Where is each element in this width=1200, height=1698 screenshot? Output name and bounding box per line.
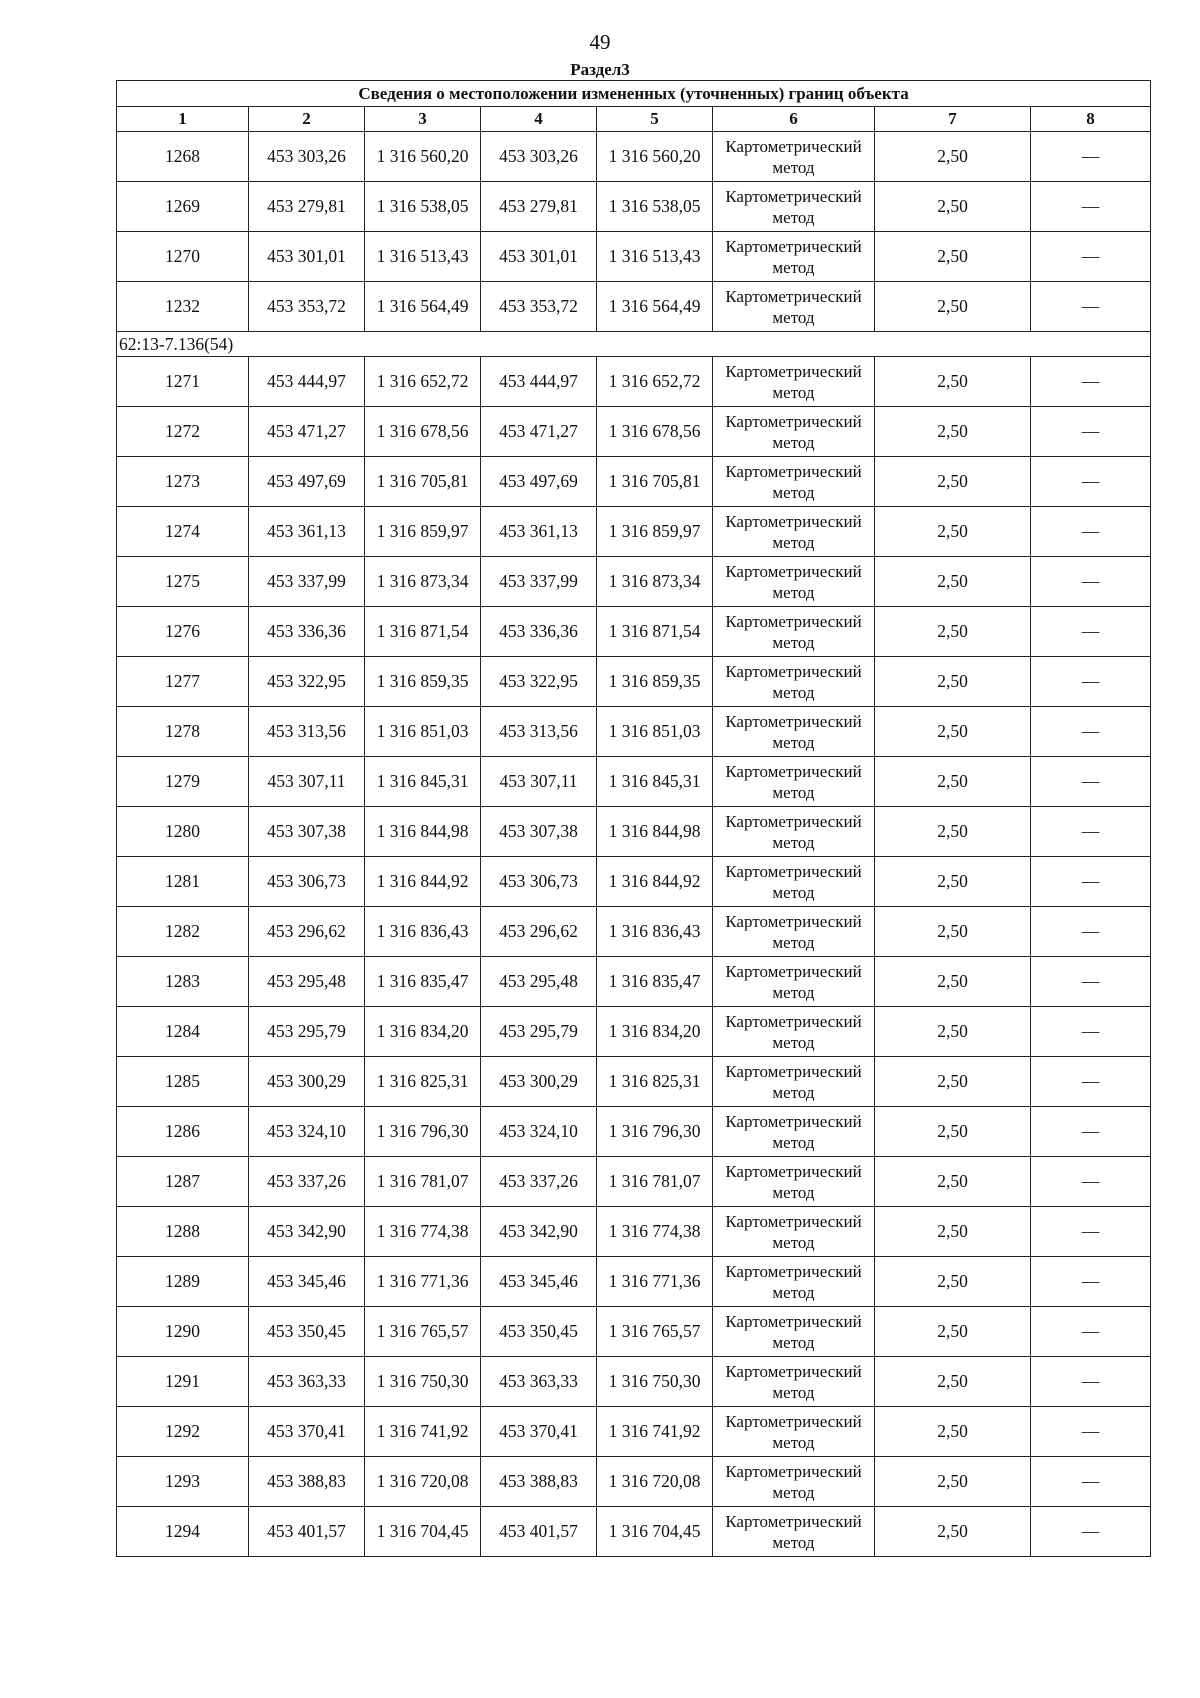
- y-refined-cell: 1 316 835,47: [597, 957, 713, 1007]
- table-row: [117, 957, 1151, 1007]
- x-refined-cell: 453 303,26: [481, 132, 597, 182]
- accuracy-cell: 2,50: [875, 457, 1031, 507]
- description-cell: —: [1031, 1507, 1151, 1557]
- y-refined-cell: 1 316 844,92: [597, 857, 713, 907]
- accuracy-cell: 2,50: [875, 132, 1031, 182]
- point-number-cell: 1284: [117, 1007, 249, 1057]
- column-number-row: [117, 107, 1151, 132]
- x-refined-cell: 453 345,46: [481, 1257, 597, 1307]
- y-refined-cell: 1 316 705,81: [597, 457, 713, 507]
- page-number: 49: [589, 30, 611, 54]
- x-refined-cell: 453 279,81: [481, 182, 597, 232]
- accuracy-cell: 2,50: [875, 557, 1031, 607]
- method-cell: Картометрический метод: [713, 282, 875, 332]
- y-refined-cell: 1 316 774,38: [597, 1207, 713, 1257]
- x-refined-cell: 453 471,27: [481, 407, 597, 457]
- accuracy-cell: 2,50: [875, 857, 1031, 907]
- y-existing-cell: 1 316 851,03: [365, 707, 481, 757]
- group-row: [117, 332, 1151, 357]
- y-existing-cell: 1 316 704,45: [365, 1507, 481, 1557]
- y-existing-cell: 1 316 845,31: [365, 757, 481, 807]
- point-number-cell: 1276: [117, 607, 249, 657]
- table-row: [117, 357, 1151, 407]
- table-row: [117, 607, 1151, 657]
- table-row: [117, 1157, 1151, 1207]
- y-existing-cell: 1 316 678,56: [365, 407, 481, 457]
- point-number-cell: 1272: [117, 407, 249, 457]
- accuracy-cell: 2,50: [875, 707, 1031, 757]
- x-refined-cell: 453 295,48: [481, 957, 597, 1007]
- x-existing-cell: 453 295,48: [249, 957, 365, 1007]
- y-existing-cell: 1 316 796,30: [365, 1107, 481, 1157]
- accuracy-cell: 2,50: [875, 1157, 1031, 1207]
- table-row: [117, 1357, 1151, 1407]
- x-existing-cell: 453 353,72: [249, 282, 365, 332]
- y-refined-cell: 1 316 834,20: [597, 1007, 713, 1057]
- point-number-cell: 1286: [117, 1107, 249, 1157]
- y-existing-cell: 1 316 652,72: [365, 357, 481, 407]
- method-cell: Картометрический метод: [713, 857, 875, 907]
- point-number-cell: 1271: [117, 357, 249, 407]
- x-existing-cell: 453 296,62: [249, 907, 365, 957]
- y-existing-cell: 1 316 825,31: [365, 1057, 481, 1107]
- y-existing-cell: 1 316 859,97: [365, 507, 481, 557]
- point-number-cell: 1275: [117, 557, 249, 607]
- table-row: [117, 657, 1151, 707]
- point-number-cell: 1269: [117, 182, 249, 232]
- x-refined-cell: 453 342,90: [481, 1207, 597, 1257]
- table-row: [117, 1107, 1151, 1157]
- y-refined-cell: 1 316 765,57: [597, 1307, 713, 1357]
- method-cell: Картометрический метод: [713, 1507, 875, 1557]
- boundary-coordinates-table: [116, 80, 1151, 1557]
- point-number-cell: 1274: [117, 507, 249, 557]
- point-number-cell: 1292: [117, 1407, 249, 1457]
- y-refined-cell: 1 316 825,31: [597, 1057, 713, 1107]
- x-refined-cell: 453 337,26: [481, 1157, 597, 1207]
- accuracy-cell: 2,50: [875, 1357, 1031, 1407]
- x-existing-cell: 453 370,41: [249, 1407, 365, 1457]
- point-number-cell: 1282: [117, 907, 249, 957]
- point-number-cell: 1280: [117, 807, 249, 857]
- y-existing-cell: 1 316 873,34: [365, 557, 481, 607]
- y-existing-cell: 1 316 741,92: [365, 1407, 481, 1457]
- y-refined-cell: 1 316 538,05: [597, 182, 713, 232]
- x-refined-cell: 453 401,57: [481, 1507, 597, 1557]
- description-cell: —: [1031, 1407, 1151, 1457]
- description-cell: —: [1031, 507, 1151, 557]
- point-number-cell: 1289: [117, 1257, 249, 1307]
- column-number: 7: [875, 107, 1031, 132]
- y-existing-cell: 1 316 834,20: [365, 1007, 481, 1057]
- table-row: [117, 857, 1151, 907]
- y-refined-cell: 1 316 871,54: [597, 607, 713, 657]
- description-cell: —: [1031, 1357, 1151, 1407]
- description-cell: —: [1031, 907, 1151, 957]
- y-existing-cell: 1 316 750,30: [365, 1357, 481, 1407]
- method-cell: Картометрический метод: [713, 457, 875, 507]
- table-row: [117, 907, 1151, 957]
- section-title: Раздел3: [570, 60, 630, 79]
- table-row: [117, 1307, 1151, 1357]
- table-row: [117, 132, 1151, 182]
- x-existing-cell: 453 300,29: [249, 1057, 365, 1107]
- description-cell: —: [1031, 1157, 1151, 1207]
- x-refined-cell: 453 295,79: [481, 1007, 597, 1057]
- y-refined-cell: 1 316 851,03: [597, 707, 713, 757]
- y-existing-cell: 1 316 538,05: [365, 182, 481, 232]
- cadastral-group-label: 62:13-7.136(54): [117, 332, 1151, 357]
- method-cell: Картометрический метод: [713, 1057, 875, 1107]
- y-refined-cell: 1 316 720,08: [597, 1457, 713, 1507]
- method-cell: Картометрический метод: [713, 957, 875, 1007]
- method-cell: Картометрический метод: [713, 1357, 875, 1407]
- table-row: [117, 1507, 1151, 1557]
- y-existing-cell: 1 316 836,43: [365, 907, 481, 957]
- x-refined-cell: 453 361,13: [481, 507, 597, 557]
- y-existing-cell: 1 316 765,57: [365, 1307, 481, 1357]
- point-number-cell: 1290: [117, 1307, 249, 1357]
- table-body: [117, 132, 1151, 1557]
- table-row: [117, 232, 1151, 282]
- column-number: 1: [117, 107, 249, 132]
- column-number: 6: [713, 107, 875, 132]
- y-refined-cell: 1 316 678,56: [597, 407, 713, 457]
- table-row: [117, 1007, 1151, 1057]
- accuracy-cell: 2,50: [875, 232, 1031, 282]
- point-number-cell: 1278: [117, 707, 249, 757]
- accuracy-cell: 2,50: [875, 357, 1031, 407]
- point-number-cell: 1232: [117, 282, 249, 332]
- accuracy-cell: 2,50: [875, 807, 1031, 857]
- description-cell: —: [1031, 1257, 1151, 1307]
- x-refined-cell: 453 388,83: [481, 1457, 597, 1507]
- point-number-cell: 1277: [117, 657, 249, 707]
- table-row: [117, 457, 1151, 507]
- description-cell: —: [1031, 232, 1151, 282]
- x-refined-cell: 453 296,62: [481, 907, 597, 957]
- x-existing-cell: 453 279,81: [249, 182, 365, 232]
- column-number: 4: [481, 107, 597, 132]
- table-row: [117, 557, 1151, 607]
- y-refined-cell: 1 316 781,07: [597, 1157, 713, 1207]
- y-refined-cell: 1 316 704,45: [597, 1507, 713, 1557]
- y-refined-cell: 1 316 845,31: [597, 757, 713, 807]
- point-number-cell: 1279: [117, 757, 249, 807]
- accuracy-cell: 2,50: [875, 407, 1031, 457]
- method-cell: Картометрический метод: [713, 357, 875, 407]
- column-number: 3: [365, 107, 481, 132]
- description-cell: —: [1031, 757, 1151, 807]
- y-refined-cell: 1 316 859,35: [597, 657, 713, 707]
- method-cell: Картометрический метод: [713, 507, 875, 557]
- x-existing-cell: 453 336,36: [249, 607, 365, 657]
- method-cell: Картометрический метод: [713, 182, 875, 232]
- x-refined-cell: 453 324,10: [481, 1107, 597, 1157]
- accuracy-cell: 2,50: [875, 907, 1031, 957]
- x-refined-cell: 453 307,38: [481, 807, 597, 857]
- table-row: [117, 707, 1151, 757]
- y-existing-cell: 1 316 771,36: [365, 1257, 481, 1307]
- x-existing-cell: 453 350,45: [249, 1307, 365, 1357]
- description-cell: —: [1031, 707, 1151, 757]
- point-number-cell: 1285: [117, 1057, 249, 1107]
- method-cell: Картометрический метод: [713, 807, 875, 857]
- x-refined-cell: 453 301,01: [481, 232, 597, 282]
- y-existing-cell: 1 316 705,81: [365, 457, 481, 507]
- x-refined-cell: 453 313,56: [481, 707, 597, 757]
- accuracy-cell: 2,50: [875, 1457, 1031, 1507]
- y-refined-cell: 1 316 560,20: [597, 132, 713, 182]
- accuracy-cell: 2,50: [875, 1307, 1031, 1357]
- y-refined-cell: 1 316 652,72: [597, 357, 713, 407]
- x-existing-cell: 453 337,26: [249, 1157, 365, 1207]
- table-row: [117, 407, 1151, 457]
- y-existing-cell: 1 316 859,35: [365, 657, 481, 707]
- point-number-cell: 1287: [117, 1157, 249, 1207]
- accuracy-cell: 2,50: [875, 1007, 1031, 1057]
- point-number-cell: 1294: [117, 1507, 249, 1557]
- description-cell: —: [1031, 1457, 1151, 1507]
- y-refined-cell: 1 316 741,92: [597, 1407, 713, 1457]
- x-existing-cell: 453 471,27: [249, 407, 365, 457]
- y-refined-cell: 1 316 836,43: [597, 907, 713, 957]
- accuracy-cell: 2,50: [875, 957, 1031, 1007]
- description-cell: —: [1031, 957, 1151, 1007]
- description-cell: —: [1031, 1107, 1151, 1157]
- table-row: [117, 1057, 1151, 1107]
- accuracy-cell: 2,50: [875, 282, 1031, 332]
- accuracy-cell: 2,50: [875, 1207, 1031, 1257]
- description-cell: —: [1031, 807, 1151, 857]
- x-existing-cell: 453 342,90: [249, 1207, 365, 1257]
- x-existing-cell: 453 307,11: [249, 757, 365, 807]
- method-cell: Картометрический метод: [713, 1157, 875, 1207]
- x-existing-cell: 453 388,83: [249, 1457, 365, 1507]
- description-cell: —: [1031, 357, 1151, 407]
- accuracy-cell: 2,50: [875, 1407, 1031, 1457]
- x-existing-cell: 453 444,97: [249, 357, 365, 407]
- method-cell: Картометрический метод: [713, 1457, 875, 1507]
- method-cell: Картометрический метод: [713, 1107, 875, 1157]
- x-refined-cell: 453 322,95: [481, 657, 597, 707]
- x-existing-cell: 453 401,57: [249, 1507, 365, 1557]
- accuracy-cell: 2,50: [875, 1257, 1031, 1307]
- description-cell: —: [1031, 1307, 1151, 1357]
- x-existing-cell: 453 363,33: [249, 1357, 365, 1407]
- x-existing-cell: 453 313,56: [249, 707, 365, 757]
- method-cell: Картометрический метод: [713, 707, 875, 757]
- description-cell: —: [1031, 657, 1151, 707]
- description-cell: —: [1031, 282, 1151, 332]
- y-refined-cell: 1 316 564,49: [597, 282, 713, 332]
- point-number-cell: 1281: [117, 857, 249, 907]
- point-number-cell: 1291: [117, 1357, 249, 1407]
- point-number-cell: 1268: [117, 132, 249, 182]
- y-existing-cell: 1 316 513,43: [365, 232, 481, 282]
- accuracy-cell: 2,50: [875, 607, 1031, 657]
- x-existing-cell: 453 337,99: [249, 557, 365, 607]
- table-row: [117, 282, 1151, 332]
- y-refined-cell: 1 316 771,36: [597, 1257, 713, 1307]
- x-refined-cell: 453 306,73: [481, 857, 597, 907]
- table-row: [117, 807, 1151, 857]
- x-existing-cell: 453 306,73: [249, 857, 365, 907]
- table-row: [117, 1457, 1151, 1507]
- y-refined-cell: 1 316 750,30: [597, 1357, 713, 1407]
- method-cell: Картометрический метод: [713, 232, 875, 282]
- description-cell: —: [1031, 1007, 1151, 1057]
- y-refined-cell: 1 316 796,30: [597, 1107, 713, 1157]
- y-existing-cell: 1 316 774,38: [365, 1207, 481, 1257]
- x-refined-cell: 453 337,99: [481, 557, 597, 607]
- y-existing-cell: 1 316 781,07: [365, 1157, 481, 1207]
- x-existing-cell: 453 322,95: [249, 657, 365, 707]
- method-cell: Картометрический метод: [713, 657, 875, 707]
- table-row: [117, 1407, 1151, 1457]
- accuracy-cell: 2,50: [875, 182, 1031, 232]
- description-cell: —: [1031, 457, 1151, 507]
- x-refined-cell: 453 353,72: [481, 282, 597, 332]
- method-cell: Картометрический метод: [713, 407, 875, 457]
- y-existing-cell: 1 316 720,08: [365, 1457, 481, 1507]
- method-cell: Картометрический метод: [713, 1307, 875, 1357]
- table-row: [117, 182, 1151, 232]
- y-refined-cell: 1 316 859,97: [597, 507, 713, 557]
- x-existing-cell: 453 303,26: [249, 132, 365, 182]
- x-existing-cell: 453 345,46: [249, 1257, 365, 1307]
- y-existing-cell: 1 316 871,54: [365, 607, 481, 657]
- accuracy-cell: 2,50: [875, 757, 1031, 807]
- point-number-cell: 1293: [117, 1457, 249, 1507]
- x-refined-cell: 453 363,33: [481, 1357, 597, 1407]
- y-existing-cell: 1 316 564,49: [365, 282, 481, 332]
- x-existing-cell: 453 295,79: [249, 1007, 365, 1057]
- table-row: [117, 507, 1151, 557]
- column-number: 5: [597, 107, 713, 132]
- description-cell: —: [1031, 132, 1151, 182]
- description-cell: —: [1031, 1057, 1151, 1107]
- x-refined-cell: 453 497,69: [481, 457, 597, 507]
- method-cell: Картометрический метод: [713, 607, 875, 657]
- x-existing-cell: 453 361,13: [249, 507, 365, 557]
- y-existing-cell: 1 316 560,20: [365, 132, 481, 182]
- description-cell: —: [1031, 857, 1151, 907]
- method-cell: Картометрический метод: [713, 1207, 875, 1257]
- table-caption-row: [117, 81, 1151, 107]
- point-number-cell: 1270: [117, 232, 249, 282]
- point-number-cell: 1273: [117, 457, 249, 507]
- y-refined-cell: 1 316 513,43: [597, 232, 713, 282]
- y-existing-cell: 1 316 844,92: [365, 857, 481, 907]
- y-existing-cell: 1 316 844,98: [365, 807, 481, 857]
- y-refined-cell: 1 316 844,98: [597, 807, 713, 857]
- table-row: [117, 1257, 1151, 1307]
- method-cell: Картометрический метод: [713, 557, 875, 607]
- x-refined-cell: 453 444,97: [481, 357, 597, 407]
- description-cell: —: [1031, 407, 1151, 457]
- x-existing-cell: 453 497,69: [249, 457, 365, 507]
- accuracy-cell: 2,50: [875, 507, 1031, 557]
- table-title: Сведения о местоположении измененных (уточненных) границ объекта: [117, 81, 1151, 107]
- method-cell: Картометрический метод: [713, 907, 875, 957]
- y-refined-cell: 1 316 873,34: [597, 557, 713, 607]
- point-number-cell: 1288: [117, 1207, 249, 1257]
- accuracy-cell: 2,50: [875, 1507, 1031, 1557]
- table-row: [117, 757, 1151, 807]
- x-refined-cell: 453 336,36: [481, 607, 597, 657]
- description-cell: —: [1031, 607, 1151, 657]
- method-cell: Картометрический метод: [713, 1257, 875, 1307]
- description-cell: —: [1031, 1207, 1151, 1257]
- x-refined-cell: 453 307,11: [481, 757, 597, 807]
- method-cell: Картометрический метод: [713, 1007, 875, 1057]
- accuracy-cell: 2,50: [875, 1057, 1031, 1107]
- description-cell: —: [1031, 182, 1151, 232]
- method-cell: Картометрический метод: [713, 1407, 875, 1457]
- column-number: 8: [1031, 107, 1151, 132]
- point-number-cell: 1283: [117, 957, 249, 1007]
- column-number: 2: [249, 107, 365, 132]
- method-cell: Картометрический метод: [713, 132, 875, 182]
- x-refined-cell: 453 350,45: [481, 1307, 597, 1357]
- accuracy-cell: 2,50: [875, 657, 1031, 707]
- y-existing-cell: 1 316 835,47: [365, 957, 481, 1007]
- description-cell: —: [1031, 557, 1151, 607]
- x-refined-cell: 453 300,29: [481, 1057, 597, 1107]
- x-existing-cell: 453 307,38: [249, 807, 365, 857]
- x-existing-cell: 453 301,01: [249, 232, 365, 282]
- accuracy-cell: 2,50: [875, 1107, 1031, 1157]
- x-existing-cell: 453 324,10: [249, 1107, 365, 1157]
- x-refined-cell: 453 370,41: [481, 1407, 597, 1457]
- method-cell: Картометрический метод: [713, 757, 875, 807]
- table-row: [117, 1207, 1151, 1257]
